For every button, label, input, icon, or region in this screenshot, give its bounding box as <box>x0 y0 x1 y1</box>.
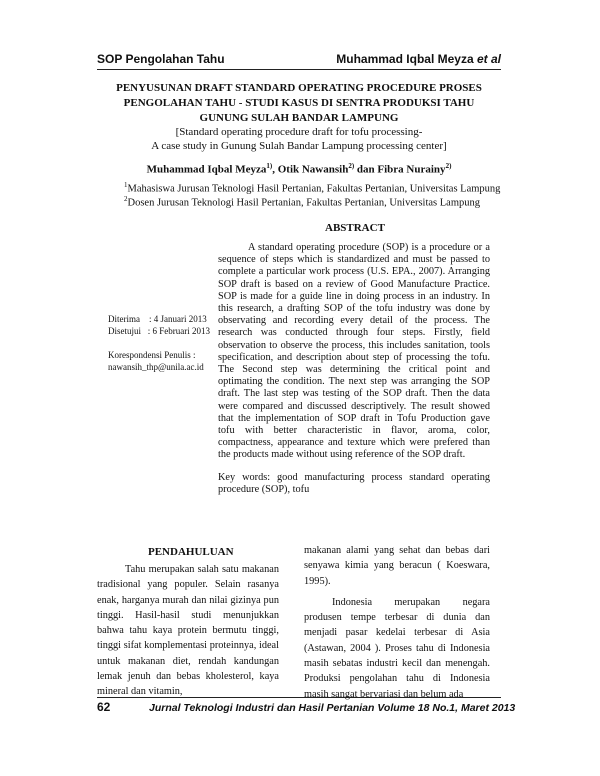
author-1-sup: 1) <box>266 162 273 170</box>
intro-right-column <box>304 543 490 702</box>
affiliation-1-text: Mahasiswa Jurusan Teknologi Hasil Pertanian, Fakultas Pertanian, Universitas Lampung <box>127 183 501 195</box>
title-line-3: GUNUNG SULAH BANDAR LAMPUNG <box>199 112 399 124</box>
english-title-line-1: [Standard operating procedure draft for tofu processing- <box>175 126 423 138</box>
intro-paragraph-1: Tahu merupakan salah satu makanan tradisional yang populer. Selain rasanya enak, harganya murah dan nilai gizinya pun tinggi. Hasil-hasil studi menunjukkan bahwa tahu kaya protein bermutu tinggi, tinggi sifat komplementasi proteinnya, ideal untuk makanan diet, rendah kandungan lemak jenuh dan bebas kholesterol, kaya mineral dan vitamin, <box>97 564 279 698</box>
abstract-text: A standard operating procedure (SOP) is a procedure or a sequence of steps which is standardized and must be passed to complete a particular work process (U.S. EPA., 2007). Arranging SOP draft is based on a review of Good Manufacture Practice. SOP is made for a guide line in doing process in an industry. In this research, a drafting SOP of the tofu industry was done by observating and recording every detail of the process. The research was conducted through four steps. Firstly, field observation to observe the process, this includes sanitation, tools specification, and description about step of processing the tofu. The Second step was determining the critical point and optimating the condition. The next step was arranging the SOP draft. The last step was testing of the SOP draft. Then the data were compared and discussed descriptively. The result showed that the implementation of SOP draft in Tofu Production gave tofu with better characteristic in flavor, aroma, color, compactness, appearance and texture which were prefered than the products made without using reference of the SOP draft. <box>218 242 490 461</box>
affiliation-1-sup: 1 <box>124 181 128 189</box>
author-2-sup: 2) <box>348 162 355 170</box>
paper-title <box>97 81 501 126</box>
title-line-1: PENYUSUNAN DRAFT STANDARD OPERATING PROCEDURE PROSES <box>116 82 482 94</box>
intro-left-column <box>97 562 279 700</box>
affiliation-2-sup: 2 <box>124 195 128 203</box>
article-dates <box>108 313 218 337</box>
journal-citation: Jurnal Teknologi Industri dan Hasil Pertanian Volume 18 No.1, Maret 2013 <box>149 702 516 714</box>
accepted-date: Disetujui : 6 Februari 2013 <box>108 326 210 336</box>
title-line-2: PENGOLAHAN TAHU - STUDI KASUS DI SENTRA PRODUKSI TAHU <box>123 97 475 109</box>
header-rule <box>97 69 501 70</box>
header-author: Muhammad Iqbal Meyza <box>336 52 474 66</box>
header-etal: et al <box>476 52 501 66</box>
running-header-right <box>336 52 501 66</box>
affiliation-2-text: Dosen Jurusan Teknologi Hasil Pertanian, Fakultas Pertanian, Universitas Lampung <box>127 197 481 209</box>
running-header-left: SOP Pengolahan Tahu <box>97 52 225 66</box>
author-3-sup: 2) <box>445 162 452 170</box>
affiliation-2 <box>124 192 504 211</box>
correspondence-label: Korespondensi Penulis : <box>108 350 196 360</box>
author-list <box>97 162 501 176</box>
intro-paragraph-2: Indonesia merupakan negara produsen tempe terbesar di dunia dan menjadi pasar kedelai terbesar di Asia (Astawan, 2004 ). Proses tahu di Indonesia masih sebatas industri kecil dan menengah. Produksi pengolahan tahu di Indonesia masih sangat bervariasi dan belum ada <box>304 596 490 700</box>
abstract-heading: ABSTRACT <box>325 222 385 234</box>
abstract-body <box>218 242 490 496</box>
footer-rule <box>97 697 501 698</box>
author-1: Muhammad Iqbal Meyza <box>146 163 267 176</box>
english-title <box>97 125 501 153</box>
keywords: Key words: good manufacturing process standard operating procedure (SOP), tofu <box>218 471 490 495</box>
correspondence <box>108 349 218 373</box>
section-heading-pendahuluan: PENDAHULUAN <box>148 546 234 558</box>
author-3: dan Fibra Nurainy <box>354 163 446 176</box>
received-date: Diterima : 4 Januari 2013 <box>108 314 207 324</box>
english-title-line-2: A case study in Gunung Sulah Bandar Lampung processing center] <box>151 140 447 152</box>
page-number: 62 <box>97 700 111 714</box>
author-2: , Otik Nawansih <box>272 163 349 176</box>
correspondence-email: nawansih_thp@unila.ac.id <box>108 362 204 372</box>
intro-paragraph-1-cont: makanan alami yang sehat dan bebas dari senyawa kimia yang beracun ( Koeswara, 1995). <box>304 545 490 587</box>
